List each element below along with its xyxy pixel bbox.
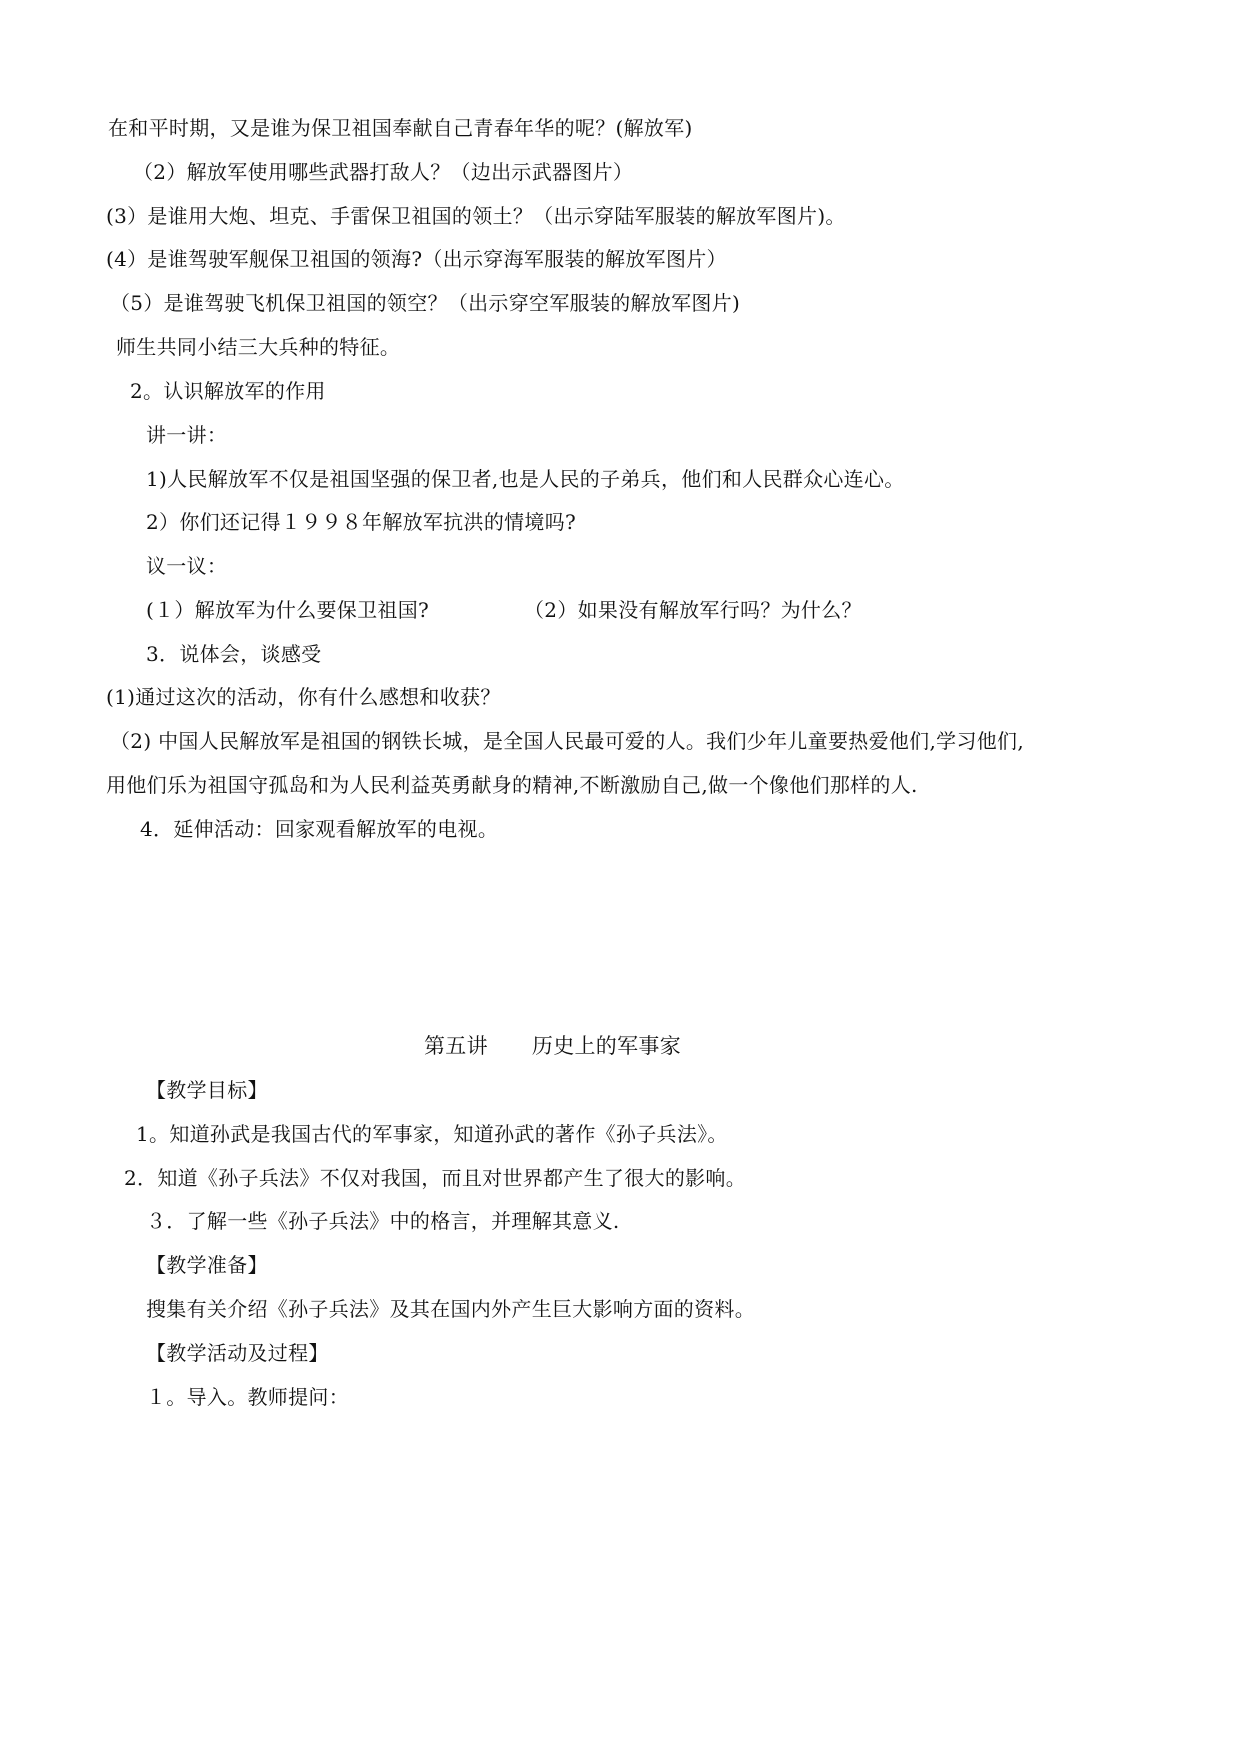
- intro-paragraph: 在和平时期，又是谁为保卫祖国奉献自己青春年华的呢？(解放军): [108, 116, 693, 140]
- section-3-heading: 3．说体会，谈感受: [146, 642, 322, 666]
- lecture-title: [424, 1032, 681, 1060]
- question-5: （5）是谁驾驶飞机保卫祖国的领空？（出示穿空军服装的解放军图片): [110, 291, 741, 315]
- goals-heading: 【教学目标】: [146, 1078, 268, 1102]
- talk-label: 讲一讲：: [146, 423, 228, 447]
- process-heading: 【教学活动及过程】: [146, 1341, 329, 1365]
- discuss-item-1: (１）解放军为什么要保卫祖国?: [146, 598, 430, 622]
- summary-line: 师生共同小结三大兵种的特征。: [116, 335, 401, 359]
- talk-item-1: 1)人民解放军不仅是祖国坚强的保卫者,也是人民的子弟兵，他们和人民群众心连心。: [146, 467, 905, 491]
- preparation-heading: 【教学准备】: [146, 1253, 268, 1277]
- talk-item-2: 2）你们还记得１９９８年解放军抗洪的情境吗?: [146, 510, 577, 534]
- preparation-text: 搜集有关介绍《孙子兵法》及其在国内外产生巨大影响方面的资料。: [146, 1297, 755, 1321]
- feeling-item-1: (1)通过这次的活动，你有什么感想和收获？: [106, 685, 501, 709]
- lecture-number: 第五讲: [424, 1034, 488, 1058]
- discuss-label: 议一议：: [146, 554, 228, 578]
- feeling-item-2-line-1: （2) 中国人民解放军是祖国的钢铁长城，是全国人民最可爱的人。我们少年儿童要热爱他们,学习他们,: [110, 729, 1024, 753]
- discuss-item-2: （2）如果没有解放军行吗？为什么？: [524, 598, 862, 622]
- question-2: （2）解放军使用哪些武器打敌人？（边出示武器图片）: [133, 160, 634, 184]
- goal-1: 1。知道孙武是我国古代的军事家，知道孙武的著作《孙子兵法》。: [136, 1122, 728, 1146]
- section-2-heading: 2。认识解放军的作用: [130, 379, 326, 403]
- question-4: (4）是谁驾驶军舰保卫祖国的领海?（出示穿海军服装的解放军图片）: [106, 247, 727, 271]
- lecture-topic: 历史上的军事家: [531, 1034, 682, 1058]
- goal-3: ３．了解一些《孙子兵法》中的格言，并理解其意义.: [146, 1209, 620, 1233]
- feeling-item-2-line-2: 用他们乐为祖国守孤岛和为人民利益英勇献身的精神,不断激励自己,做一个像他们那样的人.: [106, 773, 918, 797]
- goal-2: 2．知道《孙子兵法》不仅对我国，而且对世界都产生了很大的影响。: [124, 1166, 747, 1190]
- process-step-1: １。导入。教师提问：: [146, 1385, 349, 1409]
- question-3: (3）是谁用大炮、坦克、手雷保卫祖国的领土？（出示穿陆军服装的解放军图片)。: [106, 204, 846, 228]
- section-4-heading: 4．延伸活动：回家观看解放军的电视。: [140, 817, 499, 841]
